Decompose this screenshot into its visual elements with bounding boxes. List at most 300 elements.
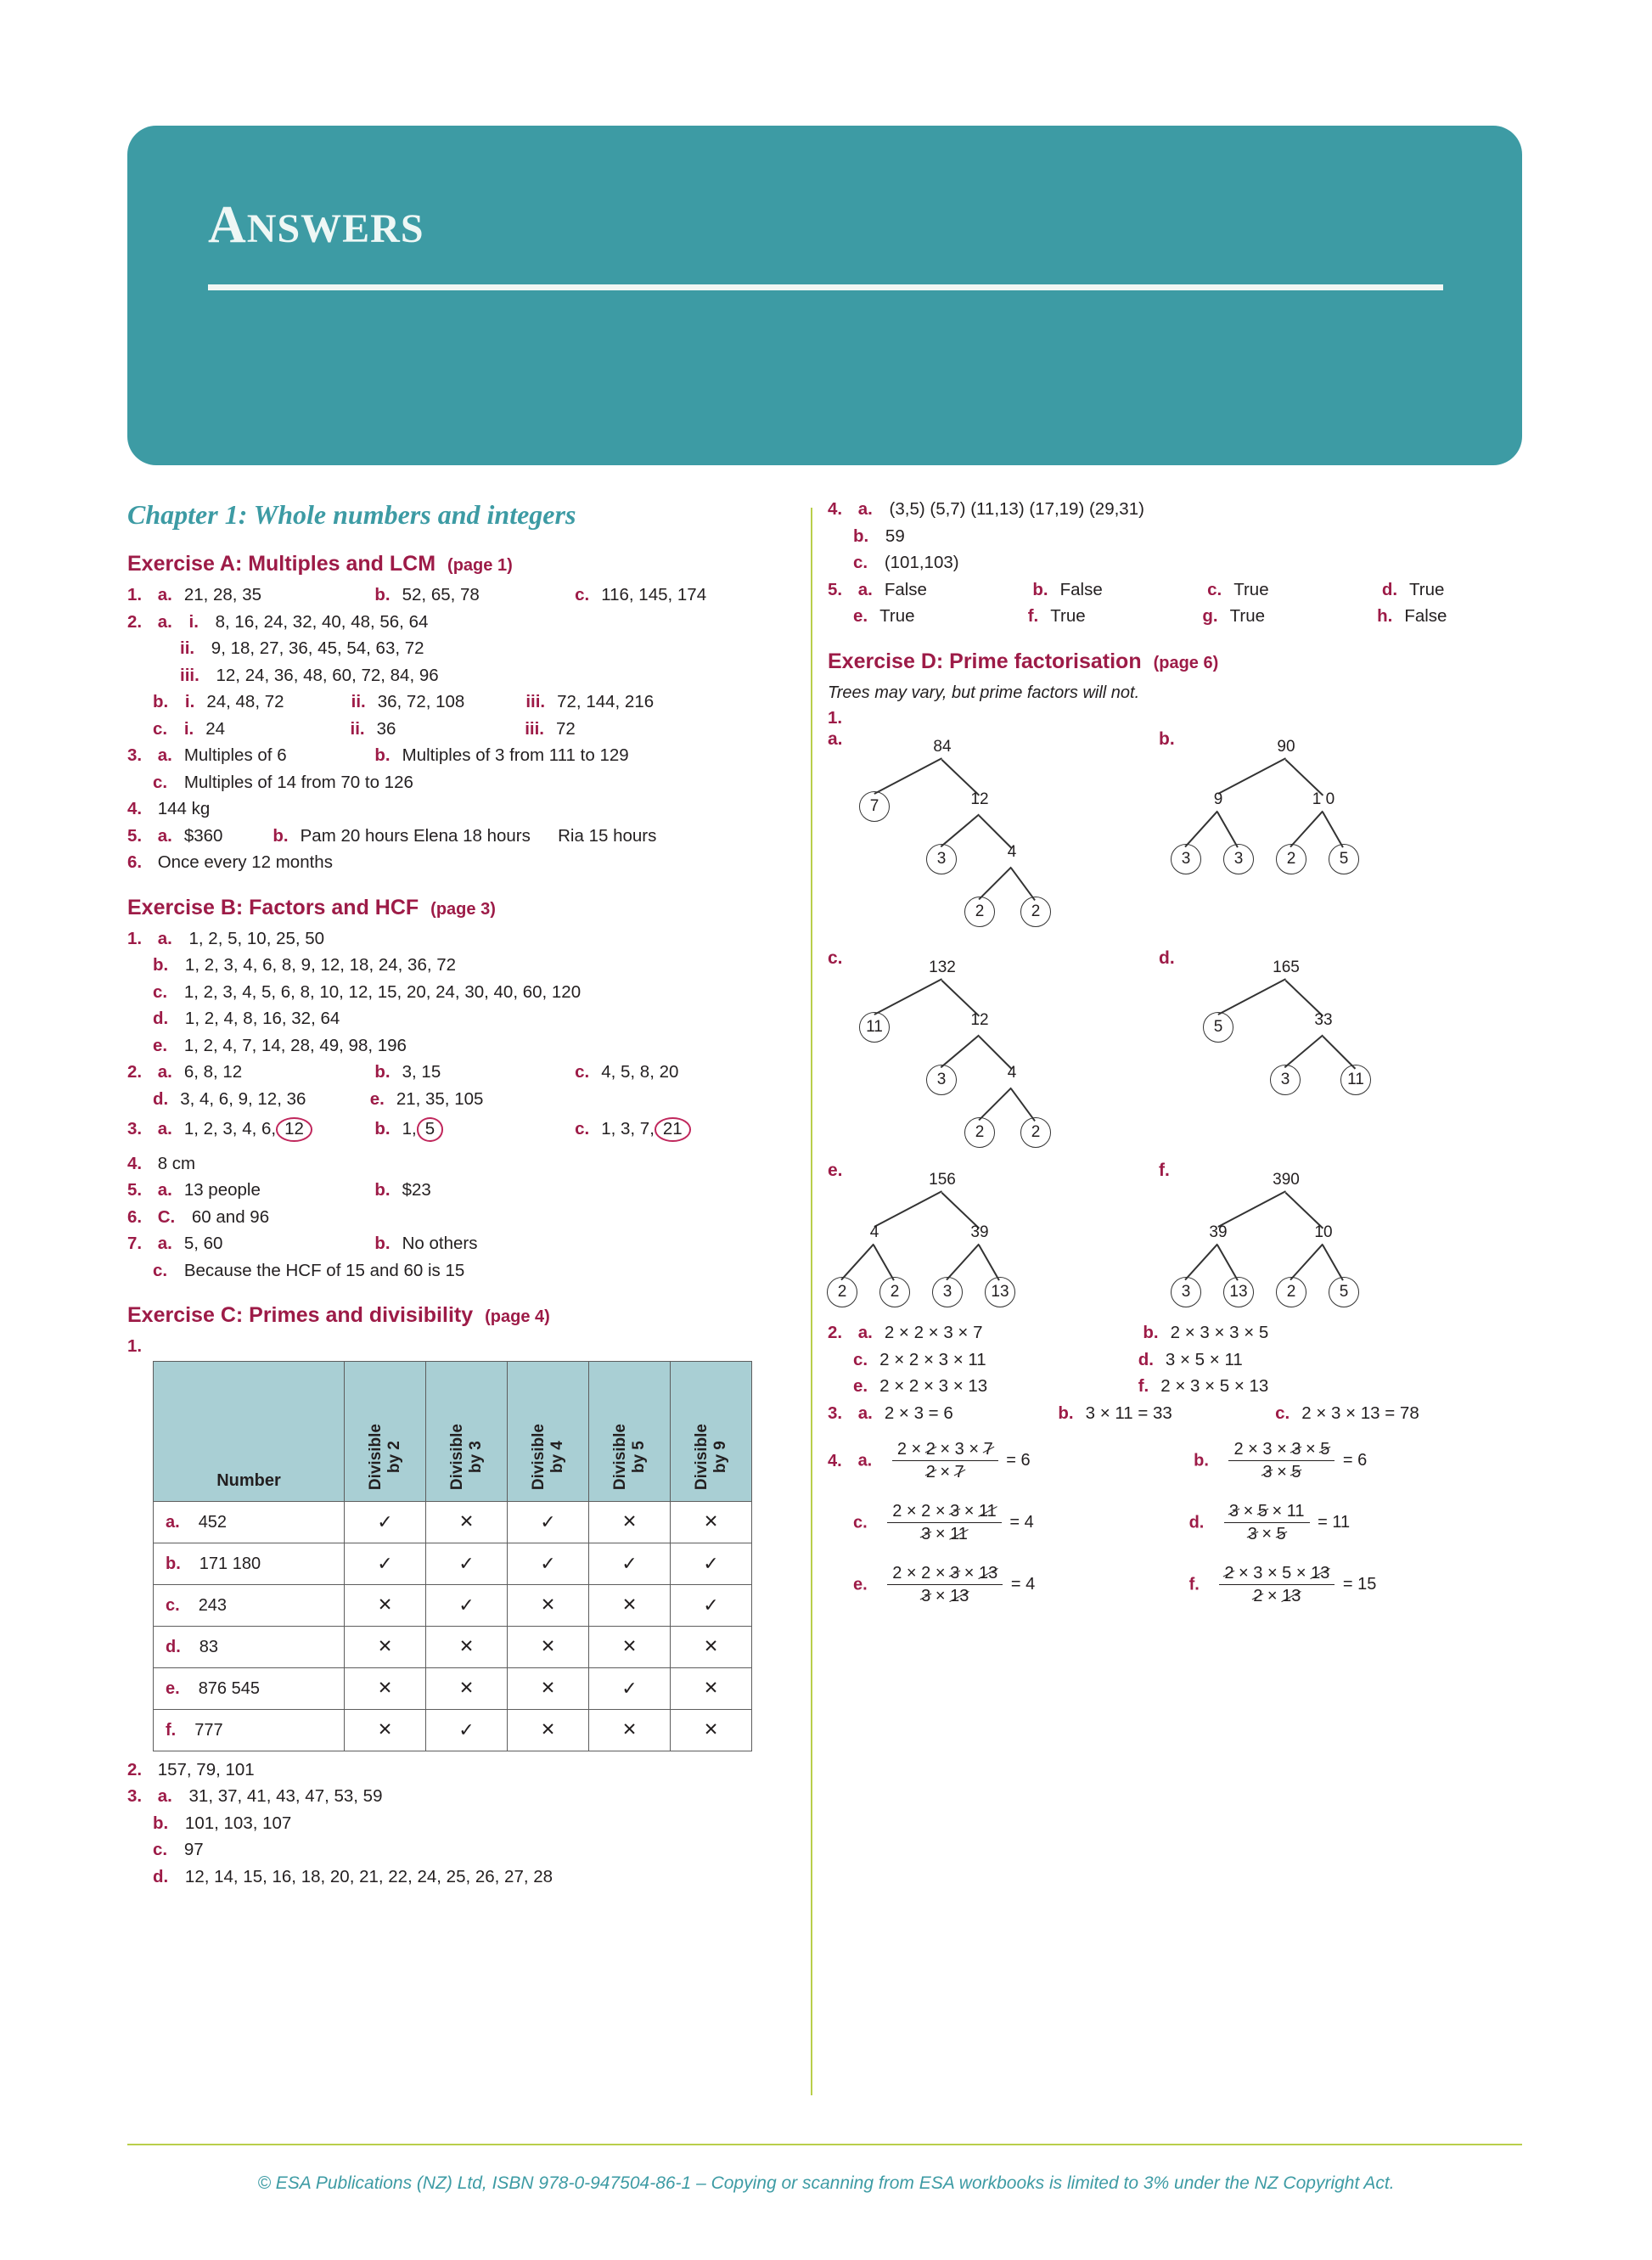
part-letter: e. [853,1376,868,1396]
table-cell-mark: ✓ [508,1543,589,1584]
table-cell-mark: ✕ [426,1626,508,1667]
part-letter: d. [153,1088,169,1109]
tree-branch [1284,1035,1323,1068]
answer-text: 1, 2, 4, 7, 14, 28, 49, 98, 196 [183,1035,407,1055]
question-number: 3. [127,1119,143,1138]
part-letter: b. [1194,1451,1209,1470]
part-letter: a. [857,1323,873,1342]
table-cell-mark: ✓ [426,1543,508,1584]
prime-factor-node: 3 [1171,1277,1201,1307]
answer-text: 21, 35, 105 [396,1088,484,1109]
tree-branch [979,867,1012,900]
answer-text: = 6 [1006,1450,1031,1470]
prime-factor-node: 2 [964,897,995,927]
answer-text: 116, 145, 174 [601,585,707,604]
answer-text: 97 [183,1840,204,1859]
exercise-c-page: (page 4) [485,1307,550,1326]
prime-factor-node: 2 [879,1277,910,1307]
prime-factor-node: 2 [1020,897,1051,927]
exercise-c-title: Exercise C: Primes and divisibility [127,1303,474,1327]
answer-row [828,1503,1524,1543]
question-number: 6. [127,1206,143,1227]
part-letter: d. [1188,1513,1205,1532]
answer-text: 1, [402,1119,417,1138]
answer-row [127,1841,806,1859]
part-letter: b. [1143,1323,1159,1342]
answer-row [127,1759,806,1779]
answer-text: 8, 16, 24, 32, 40, 48, 56, 64 [215,611,429,632]
exercise-a-heading [127,554,806,575]
answer-row [127,1182,806,1200]
table-cell-mark: ✕ [345,1709,426,1751]
part-letter: a. [857,1403,873,1423]
table-cell-number: b. 171 180 [154,1543,345,1584]
prime-factor-node: 2 [827,1277,857,1307]
tree-branch [874,1191,942,1228]
tree-branch [1217,812,1239,848]
answer-text: True [879,606,915,626]
answer-row [127,957,806,975]
table-header-div9: Divisible by 9 [671,1361,752,1501]
answer-row [127,667,806,685]
part-letter: c. [853,1349,868,1369]
part-letter: i. [188,611,199,632]
answer-text: 2 × 3 × 13 = 78 [1301,1403,1419,1423]
answer-row [127,1064,806,1082]
table-cell-mark: ✓ [589,1667,671,1709]
table-cell-mark: ✓ [671,1584,752,1626]
answer-row [828,554,1524,572]
fraction-numerator: 2 × 2 × 3 × 7 [892,1441,998,1461]
fraction [1224,1503,1310,1543]
question-number: 5. [828,579,843,599]
fraction-numerator: 2 × 2 × 3 × 11 [887,1503,1002,1523]
tree-branch [1217,1245,1239,1281]
tree-branch [874,758,942,795]
answer-text: True [1409,579,1445,599]
table-header-div5: Divisible by 5 [589,1361,671,1501]
answer-text: 101, 103, 107 [184,1813,292,1833]
question-number: 2. [828,1323,843,1342]
table-cell-mark: ✕ [508,1626,589,1667]
part-letter: h. [1377,606,1393,626]
fraction-denominator: 2 × 7 [925,1463,964,1481]
answer-text: 60 and 96 [191,1206,270,1227]
table-cell-number: d. 83 [154,1626,345,1667]
answer-text: 59 [885,526,905,546]
part-letter: b. [374,1234,391,1253]
part-letter: b. [374,1180,391,1200]
question-number: 1. [828,707,843,728]
answer-text: 31, 37, 41, 43, 47, 53, 59 [188,1786,383,1806]
answer-text: = 15 [1342,1574,1377,1594]
tree-branch [1323,1245,1344,1281]
answer-text: 2 × 3 × 3 × 5 [1170,1323,1269,1342]
answer-text: Because the HCF of 15 and 60 is 15 [183,1260,465,1280]
answer-text: Once every 12 months [157,852,333,872]
answer-row [127,747,806,765]
answer-text: 1, 2, 3, 4, 5, 6, 8, 10, 12, 15, 20, 24, 30, 40, 60, 120 [183,981,582,1002]
factor-node: 39 [1209,1223,1228,1241]
answer-row [127,981,806,1002]
prime-factor-node: 3 [926,844,957,874]
part-letter: c. [153,772,168,792]
tree-branch [941,1035,980,1068]
table-cell-mark: ✓ [589,1543,671,1584]
part-letter: g. [1202,606,1218,626]
question-number: 2. [127,1062,143,1082]
answer-text: 2 × 3 = 6 [884,1403,953,1423]
answer-text: False [1404,606,1447,626]
answer-text: 52, 65, 78 [402,585,480,604]
factor-node: 4 [1007,1064,1017,1082]
question-number: 1. [127,1336,143,1356]
tree-branch [1290,811,1323,847]
left-column [127,501,806,1895]
factor-node: 12 [970,1011,989,1029]
question-number: 4. [828,1451,842,1470]
answer-text: 157, 79, 101 [157,1759,255,1779]
tree-branch [874,1245,895,1281]
answer-text: 24, 48, 72 [206,692,284,711]
answer-row [127,694,806,711]
answer-text: Multiples of 6 [183,745,287,765]
question-number: 5. [127,1180,143,1200]
part-letter: c. [575,1119,590,1138]
tree-branch [941,814,980,847]
answer-text: 12, 24, 36, 48, 60, 72, 84, 96 [216,665,439,685]
answer-row [127,611,806,632]
answer-row [127,854,806,872]
table-cell-mark: ✕ [589,1584,671,1626]
table-cell-mark: ✕ [671,1501,752,1543]
part-letter: d. [153,1009,169,1028]
right-column [828,501,1524,1627]
answer-row [127,1088,806,1109]
answer-text: 3, 4, 6, 9, 12, 36 [180,1088,306,1109]
table-cell-mark: ✕ [589,1626,671,1667]
prime-factor-node: 3 [1223,844,1254,874]
table-cell-mark: ✕ [589,1501,671,1543]
question-number: 1. [127,928,143,948]
answer-text: = 11 [1318,1512,1351,1532]
answer-text: 9, 18, 27, 36, 45, 54, 63, 72 [211,638,424,658]
exercise-b-page: (page 3) [430,899,496,919]
tree-branch [1011,1088,1036,1122]
part-letter: c. [153,718,168,739]
table-cell-mark: ✕ [345,1584,426,1626]
part-letter: f. [1188,1575,1200,1594]
answer-row [828,1324,1524,1342]
answer-row [828,1378,1524,1396]
answer-text: 2 × 2 × 3 × 11 [879,1349,986,1369]
prime-factor-node: 3 [1270,1065,1301,1095]
table-cell-mark: ✕ [671,1709,752,1751]
part-letter: e. [853,606,868,626]
fraction [1228,1441,1335,1481]
tree-part-letter: c. [828,948,843,968]
answer-text: 3 × 5 × 11 [1165,1349,1243,1369]
answer-row [828,707,1524,728]
table-cell-mark: ✕ [671,1667,752,1709]
part-letter: c. [575,585,590,604]
exercise-b-heading [127,897,806,919]
tree-branch [1011,868,1036,901]
answer-row [127,930,806,948]
fraction-numerator: 2 × 3 × 5 × 13 [1219,1565,1335,1585]
answer-text: 13 people [183,1180,261,1200]
answer-text: = 6 [1342,1450,1368,1470]
part-letter: b. [153,955,169,975]
answer-row [828,1349,1524,1369]
table-row [154,1584,752,1626]
table-row [154,1626,752,1667]
footer-rule [127,2144,1522,2145]
tree-branch [1217,1191,1286,1228]
answer-text: Pam 20 hours Elena 18 hours [300,825,531,846]
part-letter: b. [153,692,169,711]
answer-text: 6, 8, 12 [183,1062,243,1082]
part-letter: e. [853,1575,868,1594]
fraction [887,1503,1002,1543]
answer-row [828,501,1524,519]
answer-text: 1, 2, 4, 8, 16, 32, 64 [184,1009,340,1028]
part-letter: c. [1275,1403,1290,1423]
part-letter: ii. [180,638,195,658]
answer-row [127,774,806,792]
question-number: 3. [127,745,143,765]
table-cell-mark: ✓ [345,1501,426,1543]
exercise-b-title: Exercise B: Factors and HCF [127,895,419,919]
part-letter: b. [374,1062,391,1082]
prime-factor-node: 2 [1276,844,1306,874]
factor-node: 132 [929,959,956,976]
part-letter: a. [157,585,172,604]
answer-row [127,1866,806,1886]
factor-node: 1 0 [1312,790,1335,808]
answer-text: 36 [376,718,396,739]
divisibility-table [153,1361,752,1751]
fraction-denominator: 3 × 11 [921,1525,968,1543]
table-cell-number: c. 243 [154,1584,345,1626]
answer-text: 1, 3, 7, [601,1119,655,1138]
answer-text: False [1059,579,1103,599]
copyright-footer: © ESA Publications (NZ) Ltd, ISBN 978-0-947504-86-1 – Copying or scanning from ESA workbooks is limited to 3% under the NZ Copyright Act. [257,2173,1395,2193]
answer-row [828,608,1524,626]
part-letter: e. [153,1035,168,1055]
answer-row [828,1441,1524,1481]
answer-row [127,1262,806,1280]
question-number: 3. [828,1403,843,1423]
answer-text: 4, 5, 8, 20 [601,1062,679,1082]
table-cell-mark: ✓ [345,1543,426,1584]
table-row [154,1543,752,1584]
fraction [892,1441,998,1481]
part-letter: c. [853,1513,868,1532]
answer-text: 36, 72, 108 [377,692,465,711]
chapter-title: Chapter 1: Whole numbers and integers [127,499,576,530]
page-title-initial: A [208,196,247,254]
prime-factor-node: 2 [1020,1117,1051,1148]
prime-factor-node: 5 [1203,1012,1233,1043]
tree-branch [979,1245,1000,1281]
factor-node: 10 [1314,1223,1333,1241]
part-letter: i. [184,692,195,711]
factor-node: 4 [869,1223,879,1241]
answers-banner [127,126,1522,465]
answer-text: No others [402,1234,478,1253]
question-number: 3. [127,1786,143,1806]
fraction-denominator: 2 × 13 [1253,1587,1301,1605]
answer-text: Multiples of 14 from 70 to 126 [183,772,413,792]
question-number: 2. [127,611,143,632]
question-number: 4. [127,1153,143,1173]
answer-row [127,640,806,658]
exercise-c-heading [127,1305,806,1326]
table-header-div2: Divisible by 2 [345,1361,426,1501]
part-letter: ii. [351,692,366,711]
table-cell-mark: ✕ [589,1709,671,1751]
answer-text: 1, 2, 5, 10, 25, 50 [188,928,325,948]
fraction-denominator: 3 × 5 [1247,1525,1286,1543]
answer-row [127,1815,806,1833]
factor-node: 390 [1273,1171,1300,1189]
table-cell-mark: ✕ [345,1626,426,1667]
factor-node: 90 [1277,738,1295,756]
circled-answer: 5 [417,1117,443,1142]
part-letter: b. [1058,1403,1074,1423]
fraction [887,1565,1003,1605]
question-number: 5. [127,825,143,846]
answer-text: 2 × 3 × 5 × 13 [1160,1376,1269,1396]
question-number: 2. [127,1759,143,1779]
part-letter: c. [853,553,868,572]
answer-text: 3, 15 [402,1062,441,1082]
part-letter: i. [183,718,194,739]
question-number: 6. [127,852,143,872]
factor-node: 39 [970,1223,989,1241]
answer-row [127,1037,806,1055]
table-cell-mark: ✓ [508,1501,589,1543]
answer-text: Ria 15 hours [558,825,657,846]
part-letter: a. [157,1234,172,1253]
answer-row [828,1405,1524,1423]
tree-part-letter: e. [828,1161,843,1180]
answer-text: 72, 144, 216 [557,692,655,711]
answer-row [127,1155,806,1173]
exercise-a-page: (page 1) [447,556,513,575]
exercise-d-note: Trees may vary, but prime factors will not. [828,683,1140,702]
prime-factor-node: 3 [926,1065,957,1095]
answer-row [127,1117,806,1142]
prime-factor-node: 3 [1171,844,1201,874]
answer-text: 8 cm [157,1153,196,1173]
circled-answer: 21 [655,1117,691,1142]
tree-branch [874,979,942,1015]
table-cell-mark: ✕ [671,1626,752,1667]
table-cell-mark: ✕ [508,1584,589,1626]
answer-row [127,1235,806,1253]
table-cell-number: f. 777 [154,1709,345,1751]
part-letter: f. [1138,1376,1149,1396]
tree-branch [1323,1036,1356,1069]
part-letter: a. [857,579,873,599]
part-letter: iii. [525,718,545,739]
table-header-row [154,1361,752,1501]
table-cell-mark: ✕ [426,1501,508,1543]
tree-branch [1217,979,1286,1015]
exercise-d-heading [828,651,1524,672]
answer-row [127,1206,806,1227]
exercise-d-page: (page 6) [1153,653,1219,672]
answer-row [127,1010,806,1028]
answer-row [127,801,806,818]
fraction-numerator: 2 × 3 × 3 × 5 [1228,1441,1335,1461]
fraction-denominator: 3 × 5 [1262,1463,1301,1481]
prime-factor-node: 2 [1276,1277,1306,1307]
answer-text: = 4 [1010,1574,1036,1594]
answer-text: $360 [183,825,223,846]
part-letter: iii. [180,665,199,685]
answer-row [127,1788,806,1806]
part-letter: a. [157,928,172,948]
answer-row [828,528,1524,546]
prime-factor-node: 13 [985,1277,1015,1307]
part-letter: a. [157,1786,172,1806]
page-title [208,195,424,256]
part-letter: c. [575,1062,590,1082]
page-title-rest: NSWERS [246,206,424,251]
answer-text: 12, 14, 15, 16, 18, 20, 21, 22, 24, 25, 26, 27, 28 [184,1866,553,1886]
factor-node: 9 [1213,790,1223,808]
part-letter: iii. [525,692,546,711]
answer-text: True [1233,579,1269,599]
part-letter: c. [153,1260,168,1280]
table-cell-mark: ✓ [426,1709,508,1751]
tree-branch [1290,1244,1323,1280]
part-letter: c. [1207,579,1222,599]
part-letter: b. [153,1813,169,1833]
prime-factor-node: 2 [964,1117,995,1148]
tree-branch [1217,758,1286,795]
part-letter: d. [1138,1349,1154,1369]
answer-text: 21, 28, 35 [183,585,262,604]
question-number: 4. [127,799,143,818]
tree-part-letter: b. [1159,729,1175,749]
answer-text: Multiples of 3 from 111 to 129 [402,745,629,765]
answer-row [127,1338,806,1356]
part-letter: b. [1032,579,1048,599]
part-letter: a. [857,1451,873,1470]
prime-factor-node: 5 [1329,1277,1359,1307]
table-cell-number: a. 452 [154,1501,345,1543]
part-letter: a. [157,745,172,765]
factor-node: 156 [929,1171,956,1189]
answer-text: False [884,579,927,599]
answer-text: 144 kg [157,799,211,818]
tree-part-letter: a. [828,729,843,749]
answer-row [127,718,806,739]
part-letter: b. [273,825,289,846]
factor-node: 165 [1273,959,1300,976]
factor-node: 12 [970,790,989,808]
part-letter: d. [153,1866,169,1886]
part-letter: d. [1381,579,1398,599]
part-letter: c. [153,1840,168,1859]
table-header-div4: Divisible by 4 [508,1361,589,1501]
tree-branch [947,1244,980,1280]
part-letter: a. [157,825,172,846]
